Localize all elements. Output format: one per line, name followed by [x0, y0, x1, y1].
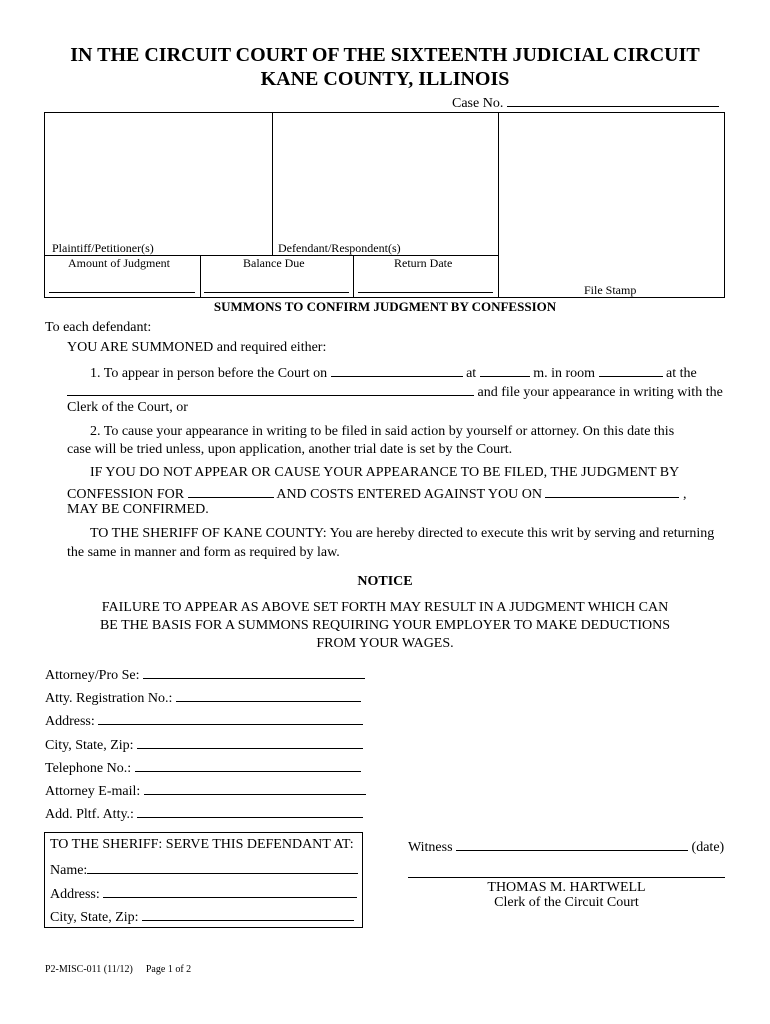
warning-line2: [67, 484, 686, 503]
address-input[interactable]: [98, 711, 363, 725]
attorney-input[interactable]: [143, 665, 365, 679]
item1-clerk: Clerk of the Court, or: [67, 400, 188, 415]
court-title: IN THE CIRCUIT COURT OF THE SIXTEENTH JUDICIAL CIRCUIT: [70, 44, 700, 66]
file-stamp-label: File Stamp: [584, 283, 637, 297]
appear-time-field[interactable]: [480, 363, 530, 377]
city-field-row: [45, 735, 363, 754]
case-no-row: [452, 93, 719, 112]
divider: [353, 255, 354, 298]
item1-at: at: [466, 366, 477, 381]
attorney-label: Attorney/Pro Se:: [45, 668, 140, 683]
sheriff-line1: TO THE SHERIFF OF KANE COUNTY: You are hereby directed to execute this writ by serving and returning: [90, 526, 715, 541]
attorney-field-row: [45, 665, 365, 684]
divider: [272, 112, 273, 255]
item1-file-text: and file your appearance in writing with the: [477, 385, 723, 400]
witness-label: Witness: [408, 840, 453, 855]
telephone-field-row: [45, 758, 361, 777]
serve-name-row: [50, 860, 358, 879]
city-label: City, State, Zip:: [45, 738, 134, 753]
summons-title: SUMMONS TO CONFIRM JUDGMENT BY CONFESSION: [213, 299, 557, 314]
serve-city-label: City, State, Zip:: [50, 910, 139, 925]
witness-date-label: (date): [691, 840, 725, 855]
item1-text: 1. To appear in person before the Court on: [90, 366, 328, 381]
serve-name-label: Name:: [50, 863, 88, 878]
balance-field[interactable]: [204, 292, 349, 293]
email-input[interactable]: [144, 781, 366, 795]
confession-amount-field[interactable]: [188, 484, 274, 498]
address-field-row: [45, 711, 363, 730]
telephone-input[interactable]: [135, 758, 361, 772]
divider: [498, 112, 499, 298]
address-label: Address:: [45, 714, 95, 729]
amount-field[interactable]: [49, 292, 195, 293]
warning-line3: MAY BE CONFIRMED.: [67, 502, 209, 517]
notice-title: NOTICE: [357, 574, 413, 589]
item1-row: [90, 363, 697, 382]
room-field[interactable]: [599, 363, 663, 377]
balance-label: Balance Due: [243, 256, 305, 270]
clerk-title: Clerk of the Circuit Court: [494, 895, 639, 910]
item1-room-label: m. in room: [533, 366, 596, 381]
footer: [45, 964, 191, 975]
case-no-field[interactable]: [507, 93, 719, 107]
clerk-signature-line[interactable]: [408, 877, 725, 878]
entered-date-field[interactable]: [545, 484, 679, 498]
location-field[interactable]: [67, 382, 474, 396]
summoned-text: YOU ARE SUMMONED and required either:: [67, 340, 327, 355]
serve-box-title: TO THE SHERIFF: SERVE THIS DEFENDANT AT:: [50, 837, 354, 852]
divider: [200, 255, 201, 298]
county-title: KANE COUNTY, ILLINOIS: [260, 68, 510, 90]
serve-address-input[interactable]: [103, 884, 357, 898]
item1-row2: [67, 382, 723, 401]
warning-line1: IF YOU DO NOT APPEAR OR CAUSE YOUR APPEARANCE TO BE FILED, THE JUDGMENT BY: [90, 465, 680, 480]
serve-city-input[interactable]: [142, 907, 354, 921]
add-pltf-label: Add. Pltf. Atty.:: [45, 807, 134, 822]
serve-address-row: [50, 884, 357, 903]
serve-city-row: [50, 907, 354, 926]
return-date-label: Return Date: [394, 256, 453, 270]
city-input[interactable]: [137, 735, 363, 749]
email-field-row: [45, 781, 366, 800]
notice-line1: FAILURE TO APPEAR AS ABOVE SET FORTH MAY RESULT IN A JUDGMENT WHICH CAN: [101, 600, 669, 615]
form-number: P2-MISC-011 (11/12): [45, 964, 133, 975]
notice-line2: BE THE BASIS FOR A SUMMONS REQUIRING YOUR EMPLOYER TO MAKE DEDUCTIONS: [99, 618, 671, 633]
witness-row: [408, 837, 724, 856]
registration-label: Atty. Registration No.:: [45, 691, 173, 706]
serve-address-label: Address:: [50, 887, 100, 902]
clerk-name: THOMAS M. HARTWELL: [487, 880, 646, 895]
add-pltf-input[interactable]: [137, 804, 363, 818]
item2-line1: 2. To cause your appearance in writing to be filed in said action by yourself or attorney. On this date this: [90, 424, 675, 439]
amount-label: Amount of Judgment: [68, 256, 170, 270]
plaintiff-label: Plaintiff/Petitioner(s): [52, 241, 154, 255]
witness-field[interactable]: [456, 837, 688, 851]
registration-field-row: [45, 688, 361, 707]
registration-input[interactable]: [176, 688, 361, 702]
defendant-label: Defendant/Respondent(s): [278, 241, 401, 255]
case-no-label: Case No.: [452, 96, 504, 111]
comma: ,: [682, 487, 687, 502]
item2-line2: case will be tried unless, upon application, another trial date is set by the Court.: [67, 442, 513, 457]
email-label: Attorney E-mail:: [45, 784, 141, 799]
to-each-defendant: To each defendant:: [45, 320, 152, 335]
page-number: Page 1 of 2: [145, 964, 192, 975]
add-pltf-field-row: [45, 804, 363, 823]
notice-line3: FROM YOUR WAGES.: [316, 636, 454, 651]
item1-at-the: at the: [666, 366, 697, 381]
serve-name-input[interactable]: [87, 860, 358, 874]
costs-entered-label: AND COSTS ENTERED AGAINST YOU ON: [276, 487, 542, 502]
confession-for-label: CONFESSION FOR: [67, 487, 185, 502]
sheriff-line2: the same in manner and form as required by law.: [67, 545, 340, 560]
telephone-label: Telephone No.:: [45, 761, 132, 776]
appear-date-field[interactable]: [331, 363, 463, 377]
return-date-field[interactable]: [358, 292, 493, 293]
